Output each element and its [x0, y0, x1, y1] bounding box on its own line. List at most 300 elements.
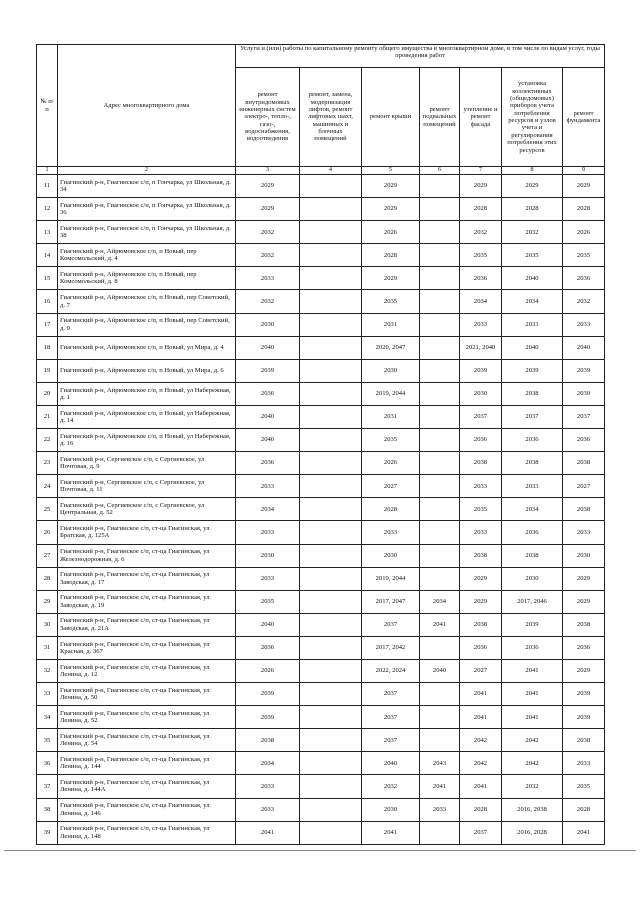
column-number-cell: 9	[563, 167, 605, 175]
row-number-cell: 31	[37, 636, 58, 659]
year-cell: 2041	[563, 821, 605, 844]
row-number-cell: 34	[37, 706, 58, 729]
address-cell: Гиагинский р-н, Айрюмовское с/п, п Новый, ул Набережная, д. 14	[58, 405, 236, 428]
column-number-cell: 1	[37, 167, 58, 175]
year-cell: 2021, 2040	[460, 336, 502, 359]
address-cell: Гиагинский р-н, Гиагинское с/п, ст-ца Гиагинская, ул Заводская, д. 21А	[58, 613, 236, 636]
row-number-cell: 26	[37, 521, 58, 544]
year-cell: 2039	[563, 683, 605, 706]
table-row	[37, 475, 605, 498]
table-row	[37, 544, 605, 567]
year-cell: 2040	[502, 336, 563, 359]
address-cell: Гиагинский р-н, Гиагинское с/п, п Гончарка, ул Школьная, д. 38	[58, 221, 236, 244]
year-cell: 2041	[460, 683, 502, 706]
year-cell: 2032	[236, 244, 300, 267]
year-cell: 2038	[460, 452, 502, 475]
header-subcolumn: ремонт, замена, модернизация лифтов, ремонт лифтовых шахт, машинных и блочных помещений	[300, 68, 362, 167]
year-cell	[300, 683, 362, 706]
year-cell: 2042	[460, 729, 502, 752]
year-cell: 2031	[362, 405, 420, 428]
address-cell: Гиагинский р-н, Айрюмовское с/п, п Новый, пер Советский, д. 7	[58, 290, 236, 313]
row-number-cell: 39	[37, 821, 58, 844]
year-cell: 2029	[563, 175, 605, 198]
year-cell: 2037	[502, 405, 563, 428]
year-cell	[300, 221, 362, 244]
year-cell: 2019, 2044	[362, 382, 420, 405]
year-cell: 2041	[420, 613, 460, 636]
year-cell: 2036	[236, 382, 300, 405]
year-cell: 2037	[362, 729, 420, 752]
year-cell: 2030	[563, 382, 605, 405]
year-cell	[420, 221, 460, 244]
year-cell: 2036	[460, 636, 502, 659]
year-cell	[300, 521, 362, 544]
year-cell: 2029	[502, 175, 563, 198]
column-number-cell: 8	[502, 167, 563, 175]
year-cell: 2032	[502, 221, 563, 244]
year-cell: 2017, 2046	[502, 590, 563, 613]
year-cell: 2033	[236, 567, 300, 590]
address-cell: Гиагинский р-н, Гиагинское с/п, ст-ца Гиагинская, ул Заводская, д. 19	[58, 590, 236, 613]
year-cell: 2027	[460, 659, 502, 682]
row-number-cell: 35	[37, 729, 58, 752]
year-cell: 2017, 2042	[362, 636, 420, 659]
address-cell: Гиагинский р-н, Гиагинское с/п, ст-ца Гиагинская, ул Ленина, д. 50	[58, 683, 236, 706]
year-cell: 2029	[362, 198, 420, 221]
year-cell	[300, 429, 362, 452]
year-cell: 2038	[563, 498, 605, 521]
year-cell: 2026	[362, 452, 420, 475]
year-cell	[420, 313, 460, 336]
address-cell: Гиагинский р-н, Айрюмовское с/п, п Новый, ул Набережная, д. 1	[58, 382, 236, 405]
year-cell: 2037	[563, 405, 605, 428]
year-cell	[300, 752, 362, 775]
row-number-cell: 24	[37, 475, 58, 498]
table-row	[37, 613, 605, 636]
year-cell: 2041	[362, 821, 420, 844]
row-number-cell: 25	[37, 498, 58, 521]
address-cell: Гиагинский р-н, Айрюмовское с/п, п Новый, ул Мира, д. 4	[58, 336, 236, 359]
address-cell: Гиагинский р-н, Гиагинское с/п, ст-ца Гиагинская, ул Заводская, д. 17	[58, 567, 236, 590]
year-cell: 2040	[236, 336, 300, 359]
year-cell: 2033	[460, 521, 502, 544]
year-cell	[300, 775, 362, 798]
year-cell	[420, 382, 460, 405]
year-cell: 2034	[502, 290, 563, 313]
year-cell: 2029	[236, 198, 300, 221]
year-cell: 2030	[236, 313, 300, 336]
header-address: Адрес многоквартирного дома	[58, 45, 236, 167]
year-cell: 2032	[236, 290, 300, 313]
year-cell: 2039	[502, 613, 563, 636]
year-cell: 2028	[460, 198, 502, 221]
year-cell	[300, 359, 362, 382]
table-row	[37, 683, 605, 706]
year-cell: 2027	[362, 475, 420, 498]
address-cell: Гиагинский р-н, Айрюмовское с/п, п Новый, пер Советский, д. 9	[58, 313, 236, 336]
address-cell: Гиагинский р-н, Айрюмовское с/п, п Новый, пер Комсомольский, д. 8	[58, 267, 236, 290]
year-cell	[300, 590, 362, 613]
year-cell: 2039	[236, 359, 300, 382]
year-cell: 2029	[563, 590, 605, 613]
year-cell: 2038	[502, 452, 563, 475]
year-cell: 2036	[236, 636, 300, 659]
table-row	[37, 498, 605, 521]
year-cell	[300, 821, 362, 844]
row-number-cell: 29	[37, 590, 58, 613]
year-cell: 2040	[563, 336, 605, 359]
header-subcolumn: установка коллективных (общедомовых) приборов учета потребления ресурсов и узлов учета и регулирования потребления этих ресурсов	[502, 68, 563, 167]
year-cell: 2029	[460, 590, 502, 613]
year-cell: 2035	[236, 590, 300, 613]
year-cell: 2041	[460, 706, 502, 729]
year-cell: 2033	[563, 521, 605, 544]
year-cell: 2020, 2047	[362, 336, 420, 359]
year-cell: 2034	[502, 498, 563, 521]
year-cell: 2035	[502, 244, 563, 267]
year-cell: 2042	[502, 729, 563, 752]
year-cell	[300, 706, 362, 729]
year-cell: 2038	[563, 613, 605, 636]
row-number-cell: 11	[37, 175, 58, 198]
table-row	[37, 244, 605, 267]
address-cell: Гиагинский р-н, Айрюмовское с/п, п Новый, пер Комсомольский, д. 4	[58, 244, 236, 267]
year-cell: 2028	[502, 198, 563, 221]
year-cell: 2038	[460, 613, 502, 636]
address-cell: Гиагинский р-н, Гиагинское с/п, ст-ца Гиагинская, ул Ленина, д. 54	[58, 729, 236, 752]
year-cell	[420, 244, 460, 267]
year-cell	[420, 544, 460, 567]
row-number-cell: 20	[37, 382, 58, 405]
year-cell: 2033	[236, 775, 300, 798]
table-row	[37, 821, 605, 844]
year-cell: 2028	[563, 798, 605, 821]
row-number-cell: 37	[37, 775, 58, 798]
year-cell	[420, 729, 460, 752]
year-cell: 2032	[502, 775, 563, 798]
row-number-cell: 33	[37, 683, 58, 706]
year-cell: 2033	[236, 267, 300, 290]
year-cell: 2034	[460, 290, 502, 313]
year-cell: 2032	[563, 290, 605, 313]
year-cell: 2019, 2044	[362, 567, 420, 590]
year-cell: 2030	[362, 544, 420, 567]
year-cell: 2041	[502, 659, 563, 682]
year-cell: 2035	[563, 775, 605, 798]
year-cell	[300, 313, 362, 336]
address-cell: Гиагинский р-н, Айрюмовское с/п, п Новый, ул Мира, д. 6	[58, 359, 236, 382]
year-cell	[300, 798, 362, 821]
year-cell: 2016, 2038	[502, 798, 563, 821]
year-cell: 2040	[502, 267, 563, 290]
year-cell: 2029	[563, 659, 605, 682]
year-cell: 2033	[502, 475, 563, 498]
year-cell	[300, 336, 362, 359]
year-cell: 2039	[563, 359, 605, 382]
year-cell: 2036	[502, 429, 563, 452]
table-row	[37, 775, 605, 798]
year-cell: 2022, 2024	[362, 659, 420, 682]
year-cell: 2037	[362, 683, 420, 706]
year-cell: 2035	[563, 244, 605, 267]
year-cell: 2040	[362, 752, 420, 775]
table-row	[37, 752, 605, 775]
table-row	[37, 729, 605, 752]
year-cell: 2030	[502, 567, 563, 590]
year-cell	[300, 475, 362, 498]
table-row	[37, 382, 605, 405]
year-cell: 2041	[502, 706, 563, 729]
table-row	[37, 706, 605, 729]
year-cell: 2031	[362, 313, 420, 336]
year-cell: 2035	[362, 429, 420, 452]
year-cell	[420, 359, 460, 382]
year-cell	[420, 567, 460, 590]
year-cell: 2038	[460, 544, 502, 567]
year-cell: 2034	[420, 590, 460, 613]
year-cell: 2026	[236, 659, 300, 682]
row-number-cell: 21	[37, 405, 58, 428]
year-cell: 2029	[362, 175, 420, 198]
year-cell	[300, 452, 362, 475]
row-number-cell: 22	[37, 429, 58, 452]
address-cell: Гиагинский р-н, Айрюмовское с/п, п Новый, ул Набережная, д. 16	[58, 429, 236, 452]
year-cell	[420, 706, 460, 729]
address-cell: Гиагинский р-н, Гиагинское с/п, ст-ца Гиагинская, ул Красная, д. 367	[58, 636, 236, 659]
year-cell: 2026	[563, 221, 605, 244]
year-cell: 2039	[236, 706, 300, 729]
year-cell: 2036	[563, 267, 605, 290]
column-number-cell: 2	[58, 167, 236, 175]
year-cell	[300, 498, 362, 521]
column-number-cell: 5	[362, 167, 420, 175]
table-row	[37, 290, 605, 313]
table-body	[37, 175, 605, 845]
header-subcolumn: ремонт фундамента	[563, 68, 605, 167]
table-row	[37, 336, 605, 359]
year-cell: 2036	[563, 636, 605, 659]
year-cell: 2040	[236, 405, 300, 428]
year-cell	[300, 636, 362, 659]
year-cell: 2036	[502, 636, 563, 659]
year-cell	[420, 267, 460, 290]
address-cell: Гиагинский р-н, Сергиевское с/п, с Сергиевское, ул Почтовая, д. 9	[58, 452, 236, 475]
year-cell	[420, 452, 460, 475]
table-row	[37, 659, 605, 682]
address-cell: Гиагинский р-н, Гиагинское с/п, ст-ца Гиагинская, ул Ленина, д. 52	[58, 706, 236, 729]
year-cell: 2030	[362, 359, 420, 382]
year-cell: 2033	[502, 313, 563, 336]
year-cell: 2039	[460, 359, 502, 382]
row-number-cell: 12	[37, 198, 58, 221]
year-cell: 2039	[236, 683, 300, 706]
row-number-cell: 30	[37, 613, 58, 636]
year-cell	[300, 267, 362, 290]
table-row	[37, 175, 605, 198]
year-cell: 2033	[460, 475, 502, 498]
year-cell	[420, 198, 460, 221]
row-number-cell: 18	[37, 336, 58, 359]
year-cell: 2033	[460, 313, 502, 336]
header-subcolumn: ремонт внутридомовых инженерных систем электро-, тепло-, газо-, водоснабжения, водоотведения	[236, 68, 300, 167]
year-cell	[300, 175, 362, 198]
address-cell: Гиагинский р-н, Гиагинское с/п, ст-ца Гиагинская, ул Ленина, д. 144А	[58, 775, 236, 798]
table-row	[37, 590, 605, 613]
year-cell: 2041	[420, 775, 460, 798]
table-row	[37, 798, 605, 821]
year-cell: 2033	[236, 475, 300, 498]
address-cell: Гиагинский р-н, Гиагинское с/п, ст-ца Гиагинская, ул Железнодорожная, д. 6	[58, 544, 236, 567]
column-numbers-row	[37, 167, 605, 175]
year-cell	[420, 683, 460, 706]
header-subcolumn: ремонт крыши	[362, 68, 420, 167]
year-cell	[300, 613, 362, 636]
year-cell: 2038	[563, 729, 605, 752]
header-subcolumn: утепление и ремонт фасада	[460, 68, 502, 167]
row-number-cell: 14	[37, 244, 58, 267]
year-cell: 2040	[236, 613, 300, 636]
year-cell: 2038	[563, 452, 605, 475]
row-number-cell: 17	[37, 313, 58, 336]
year-cell: 2038	[502, 382, 563, 405]
year-cell	[420, 336, 460, 359]
year-cell: 2033	[236, 798, 300, 821]
year-cell	[420, 636, 460, 659]
address-cell: Гиагинский р-н, Гиагинское с/п, ст-ца Гиагинская, ул Ленина, д. 144	[58, 752, 236, 775]
year-cell	[420, 821, 460, 844]
column-number-cell: 3	[236, 167, 300, 175]
table-row	[37, 313, 605, 336]
year-cell: 2033	[362, 521, 420, 544]
year-cell: 2030	[362, 798, 420, 821]
year-cell: 2032	[236, 221, 300, 244]
year-cell: 2027	[563, 475, 605, 498]
year-cell: 2035	[362, 290, 420, 313]
table-row	[37, 567, 605, 590]
year-cell: 2026	[362, 221, 420, 244]
table-row	[37, 452, 605, 475]
year-cell: 2040	[420, 659, 460, 682]
year-cell: 2039	[502, 359, 563, 382]
row-number-cell: 23	[37, 452, 58, 475]
year-cell: 2030	[460, 382, 502, 405]
year-cell	[420, 475, 460, 498]
year-cell	[300, 659, 362, 682]
year-cell: 2034	[236, 752, 300, 775]
address-cell: Гиагинский р-н, Гиагинское с/п, ст-ца Гиагинская, ул Ленина, д. 148	[58, 821, 236, 844]
year-cell	[300, 198, 362, 221]
year-cell	[300, 405, 362, 428]
year-cell: 2038	[236, 729, 300, 752]
year-cell: 2043	[420, 752, 460, 775]
year-cell: 2038	[502, 544, 563, 567]
year-cell	[300, 729, 362, 752]
table-row	[37, 198, 605, 221]
header-row-number: № п/п	[37, 45, 58, 167]
table-row	[37, 359, 605, 382]
year-cell: 2029	[236, 175, 300, 198]
table-row	[37, 429, 605, 452]
address-cell: Гиагинский р-н, Сергиевское с/п, с Сергиевское, ул Почтовая, д. 11	[58, 475, 236, 498]
column-number-cell: 6	[420, 167, 460, 175]
year-cell: 2040	[236, 429, 300, 452]
year-cell: 2028	[563, 198, 605, 221]
year-cell	[300, 290, 362, 313]
address-cell: Гиагинский р-н, Сергиевское с/п, с Сергиевское, ул Центральная, д. 52	[58, 498, 236, 521]
address-cell: Гиагинский р-н, Гиагинское с/п, ст-ца Гиагинская, ул Братская, д. 125А	[58, 521, 236, 544]
year-cell	[420, 290, 460, 313]
year-cell: 2034	[236, 498, 300, 521]
header-subcolumn: ремонт подвальных помещений	[420, 68, 460, 167]
year-cell: 2016, 2028	[502, 821, 563, 844]
year-cell: 2032	[460, 221, 502, 244]
row-number-cell: 38	[37, 798, 58, 821]
year-cell	[420, 175, 460, 198]
year-cell	[300, 567, 362, 590]
header-works-group: Услуги и (или) работы по капитальному ремонту общего имущества в многоквартирном доме, в том числе по видам услуг, годы проведения работ	[236, 45, 605, 68]
row-number-cell: 19	[37, 359, 58, 382]
address-cell: Гиагинский р-н, Гиагинское с/п, ст-ца Гиагинская, ул Ленина, д. 146	[58, 798, 236, 821]
row-number-cell: 13	[37, 221, 58, 244]
row-number-cell: 15	[37, 267, 58, 290]
table-row	[37, 267, 605, 290]
table-row	[37, 521, 605, 544]
address-cell: Гиагинский р-н, Гиагинское с/п, п Гончарка, ул Школьная, д. 36	[58, 198, 236, 221]
year-cell: 2017, 2047	[362, 590, 420, 613]
address-cell: Гиагинский р-н, Гиагинское с/п, п Гончарка, ул Школьная, д. 34	[58, 175, 236, 198]
table-row	[37, 221, 605, 244]
year-cell	[300, 544, 362, 567]
address-cell: Гиагинский р-н, Гиагинское с/п, ст-ца Гиагинская, ул Ленина, д. 12	[58, 659, 236, 682]
year-cell: 2041	[460, 775, 502, 798]
year-cell: 2029	[460, 567, 502, 590]
year-cell: 2036	[236, 452, 300, 475]
year-cell: 2042	[502, 752, 563, 775]
year-cell: 2033	[236, 521, 300, 544]
year-cell: 2029	[362, 267, 420, 290]
year-cell: 2036	[563, 429, 605, 452]
year-cell	[420, 521, 460, 544]
year-cell: 2037	[460, 821, 502, 844]
row-number-cell: 28	[37, 567, 58, 590]
year-cell: 2029	[563, 567, 605, 590]
table-row	[37, 636, 605, 659]
year-cell: 2028	[362, 498, 420, 521]
year-cell: 2035	[460, 498, 502, 521]
year-cell: 2033	[563, 313, 605, 336]
page-bottom-rule	[4, 850, 636, 851]
year-cell: 2032	[362, 775, 420, 798]
year-cell: 2042	[460, 752, 502, 775]
year-cell: 2033	[563, 752, 605, 775]
year-cell: 2029	[460, 175, 502, 198]
table-row	[37, 405, 605, 428]
year-cell	[420, 498, 460, 521]
row-number-cell: 16	[37, 290, 58, 313]
year-cell	[420, 405, 460, 428]
capital-repair-schedule-table	[36, 44, 605, 845]
year-cell: 2028	[460, 798, 502, 821]
year-cell: 2030	[563, 544, 605, 567]
year-cell: 2030	[236, 544, 300, 567]
row-number-cell: 36	[37, 752, 58, 775]
year-cell: 2039	[563, 706, 605, 729]
year-cell: 2041	[502, 683, 563, 706]
year-cell: 2028	[362, 244, 420, 267]
year-cell: 2037	[362, 706, 420, 729]
column-number-cell: 7	[460, 167, 502, 175]
year-cell	[300, 382, 362, 405]
